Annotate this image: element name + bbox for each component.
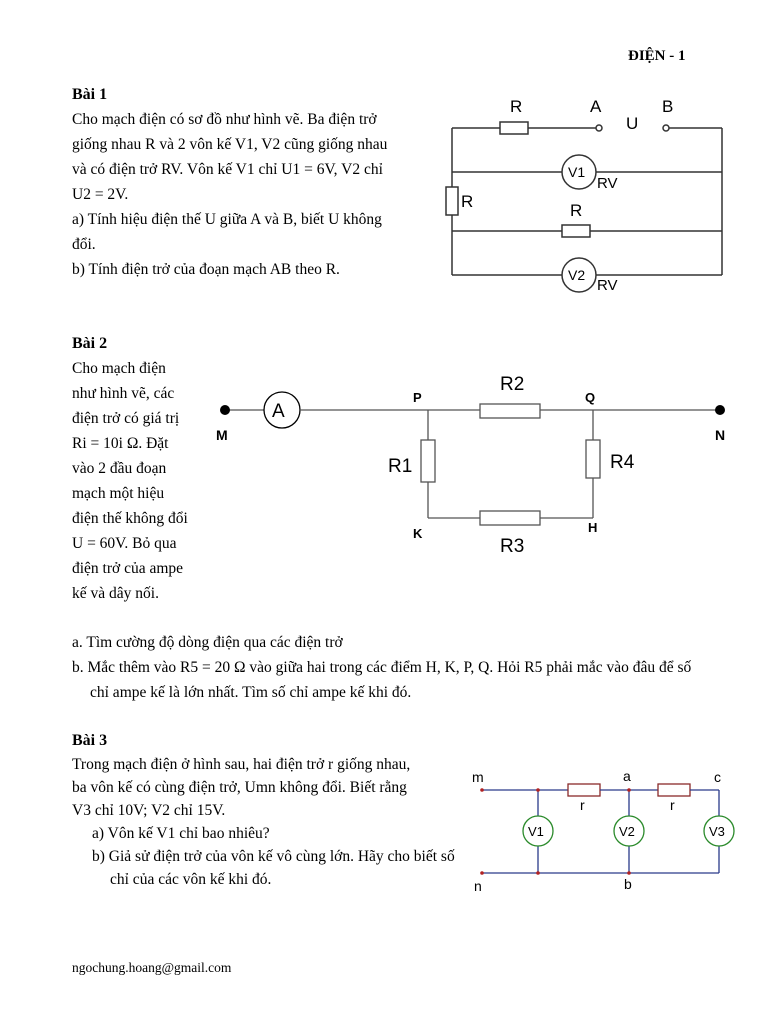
terminal-b: [663, 125, 669, 131]
terminal-m: [220, 405, 230, 415]
bai2-line: điện trở có giá trị: [72, 410, 180, 427]
bai3-title: Bài 3: [72, 732, 108, 749]
label-c: c: [714, 769, 721, 785]
bai1-line: đổi.: [72, 236, 96, 253]
label-r-top: R: [510, 97, 523, 116]
page-code: ĐIỆN - 1: [628, 48, 686, 64]
bai1-text: [72, 107, 432, 282]
label-v3: V3: [709, 824, 725, 839]
label-r2: r: [670, 797, 675, 813]
label-r-mid: R: [570, 201, 583, 220]
bai2-text: [72, 356, 204, 606]
label-m: m: [472, 769, 484, 785]
resistor-r1: [421, 440, 435, 482]
bai3-question-a: a) Vôn kế V1 chỉ bao nhiêu?: [92, 825, 270, 842]
bai2-questions: [72, 630, 712, 705]
bai1-line: Cho mạch điện có sơ đồ như hình vẽ. Ba điện trở: [72, 111, 377, 128]
bai2-line: Ri = 10i Ω. Đặt: [72, 435, 169, 452]
bai1-line: b) Tính điện trở của đoạn mạch AB theo R.: [72, 261, 340, 278]
resistor-r2: [658, 784, 690, 796]
node: [536, 788, 540, 792]
label-b: b: [624, 876, 632, 892]
bai2-line: điện thế không đổi: [72, 510, 188, 527]
bai2-circuit-diagram: [210, 360, 750, 560]
label-n: N: [715, 427, 726, 443]
label-v2: V2: [568, 267, 586, 283]
footer-email: ngochung.hoang@gmail.com: [72, 960, 232, 975]
label-r4: R4: [610, 452, 635, 473]
label-ammeter: A: [272, 401, 285, 422]
label-r-left: R: [461, 192, 474, 211]
label-b: B: [662, 97, 674, 116]
bai2-line: U = 60V. Bỏ qua: [72, 535, 177, 552]
bai2-line: như hình vẽ, các: [72, 385, 175, 402]
label-r1: r: [580, 797, 585, 813]
bai2-line: Cho mạch điện: [72, 360, 166, 377]
bai1-line: giống nhau R và 2 vôn kế V1, V2 cũng giống nhau: [72, 136, 388, 153]
bai1-line: và có điện trở RV. Vôn kế V1 chỉ U1 = 6V, V2 chỉ: [72, 161, 383, 178]
label-p: P: [413, 390, 422, 405]
bai2-question-b: b. Mắc thêm vào R5 = 20 Ω vào giữa hai trong các điểm H, K, P, Q. Hỏi R5 phải mắc vào đâu để số chỉ ampe kế là lớn nhất. Tìm số chỉ ampe kế khi đó.: [72, 659, 692, 701]
bai1-title: Bài 1: [72, 86, 108, 103]
label-m: M: [216, 427, 228, 443]
node-a: [627, 788, 631, 792]
label-v1: V1: [568, 164, 586, 180]
label-u: U: [626, 114, 639, 133]
resistor-r1: [568, 784, 600, 796]
label-h: H: [588, 520, 598, 535]
label-a: A: [590, 97, 602, 116]
bai2-line: vào 2 đầu đoạn: [72, 460, 167, 477]
bai3-circuit-diagram: [468, 765, 748, 895]
label-rv1: RV: [597, 175, 618, 192]
label-r3: R3: [500, 536, 525, 557]
resistor-r2: [480, 404, 540, 418]
bai2-question-a: a. Tìm cường độ dòng điện qua các điện trở: [72, 634, 343, 651]
bai3-question-b: b) Giả sử điện trở của vôn kế vô cùng lớn. Hãy cho biết số chỉ của các vôn kế khi đó.: [92, 848, 455, 888]
bai1-line: a) Tính hiệu điện thế U giữa A và B, biết U không: [72, 211, 382, 228]
node-b: [627, 871, 631, 875]
resistor-r4: [586, 440, 600, 478]
label-r1: R1: [388, 456, 413, 477]
label-n: n: [474, 878, 482, 894]
label-q: Q: [585, 390, 596, 405]
bai3-text: [72, 753, 457, 891]
bai3-line: V3 chỉ 10V; V2 chỉ 15V.: [72, 802, 226, 819]
resistor-r-mid: [562, 225, 590, 237]
resistor-r3: [480, 511, 540, 525]
bai2-line: kế và dây nối.: [72, 585, 159, 602]
label-v2: V2: [619, 824, 635, 839]
bai1-line: U2 = 2V.: [72, 186, 129, 203]
node-m: [480, 788, 484, 792]
bai2-line: mạch một hiệu: [72, 485, 165, 502]
label-rv2: RV: [597, 277, 618, 294]
bai2-line: điện trở của ampe: [72, 560, 184, 577]
bai3-line: ba vôn kế có cùng điện trở, Umn không đổi. Biết rằng: [72, 779, 407, 796]
node: [536, 871, 540, 875]
label-r2: R2: [500, 374, 525, 395]
label-v1: V1: [528, 824, 544, 839]
terminal-a: [596, 125, 602, 131]
label-k: K: [413, 526, 423, 541]
node-n: [480, 871, 484, 875]
resistor-r-left: [446, 187, 458, 215]
bai3-line: Trong mạch điện ở hình sau, hai điện trở r giống nhau,: [72, 756, 411, 773]
bai1-circuit-diagram: [440, 90, 750, 300]
resistor-r-top: [500, 122, 528, 134]
bai2-title: Bài 2: [72, 335, 108, 352]
terminal-n: [715, 405, 725, 415]
label-a: a: [623, 768, 631, 784]
